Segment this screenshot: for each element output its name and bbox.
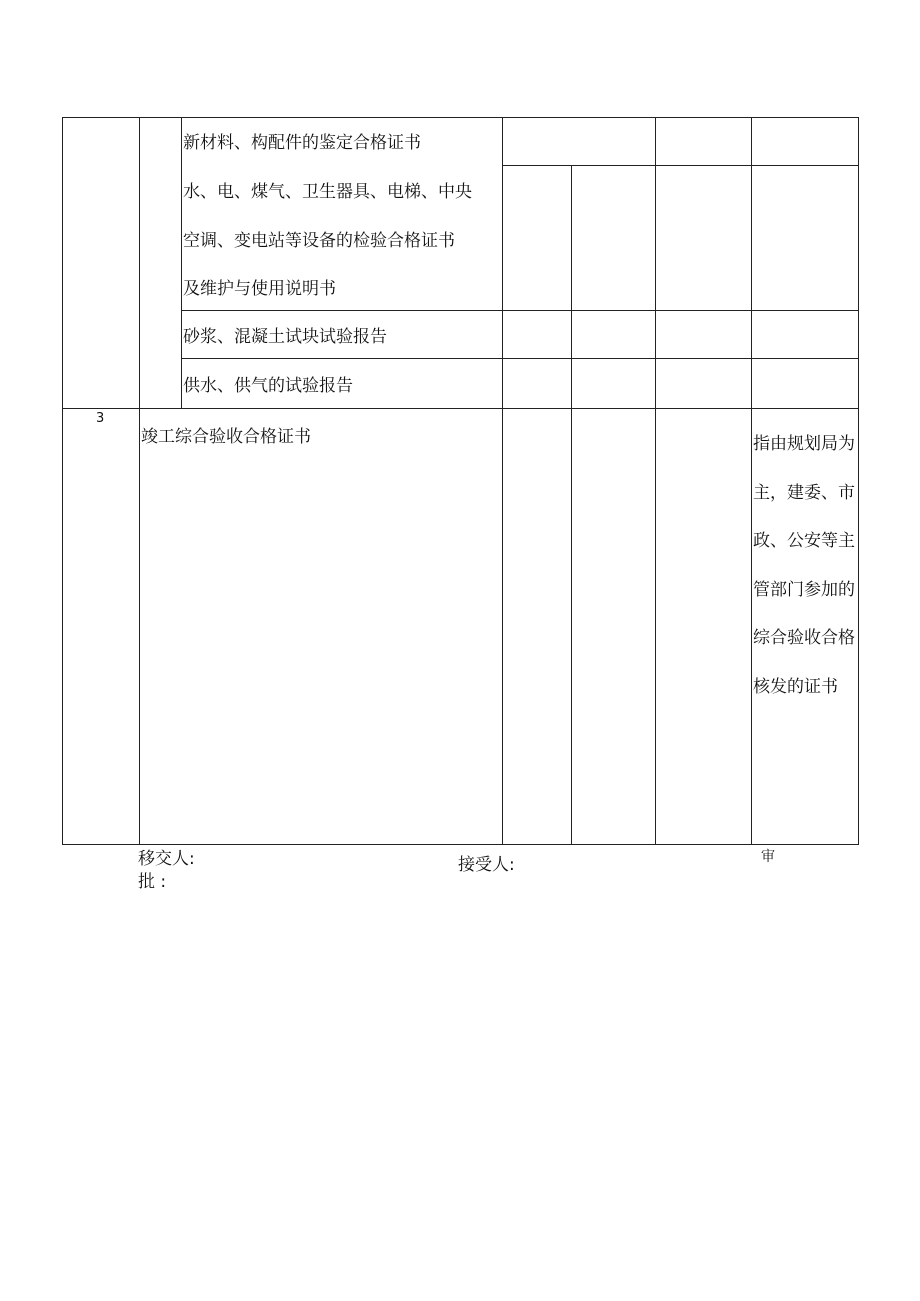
item-new-materials-certificate: 新材料、构配件的鉴定合格证书	[183, 133, 421, 153]
transferor-label: 移交人:	[138, 849, 195, 869]
item-equipment-certificate-line-2: 空调、变电站等设备的检验合格证书	[183, 231, 455, 251]
row-divider	[502, 165, 859, 166]
column-divider	[571, 165, 572, 845]
table-border-bottom	[62, 844, 859, 845]
item-equipment-certificate-line-3: 及维护与使用说明书	[183, 279, 336, 299]
column-divider	[655, 117, 656, 845]
column-divider	[181, 117, 182, 409]
row-divider	[181, 358, 859, 359]
item-mortar-concrete-report: 砂浆、混凝土试块试验报告	[183, 327, 387, 347]
row-number: 3	[96, 411, 105, 426]
item-water-gas-report: 供水、供气的试验报告	[183, 376, 353, 396]
table-border-right	[858, 117, 859, 845]
item-completion-certificate: 竣工综合验收合格证书	[141, 427, 311, 447]
table-border-left	[62, 117, 63, 845]
column-divider	[502, 117, 503, 845]
column-divider	[139, 117, 140, 845]
column-divider	[751, 117, 752, 845]
remark-completion-certificate: 指由规划局为主，建委、市政、公安等主管部门参加的综合验收合格核发的证书	[753, 434, 855, 697]
row-divider	[181, 310, 859, 311]
approval-label-part-1: 审	[761, 849, 775, 865]
approval-label-part-2: 批 :	[138, 872, 167, 892]
receiver-label: 接受人:	[458, 855, 515, 875]
item-equipment-certificate-line-1: 水、电、煤气、卫生器具、电梯、中央	[183, 182, 472, 202]
